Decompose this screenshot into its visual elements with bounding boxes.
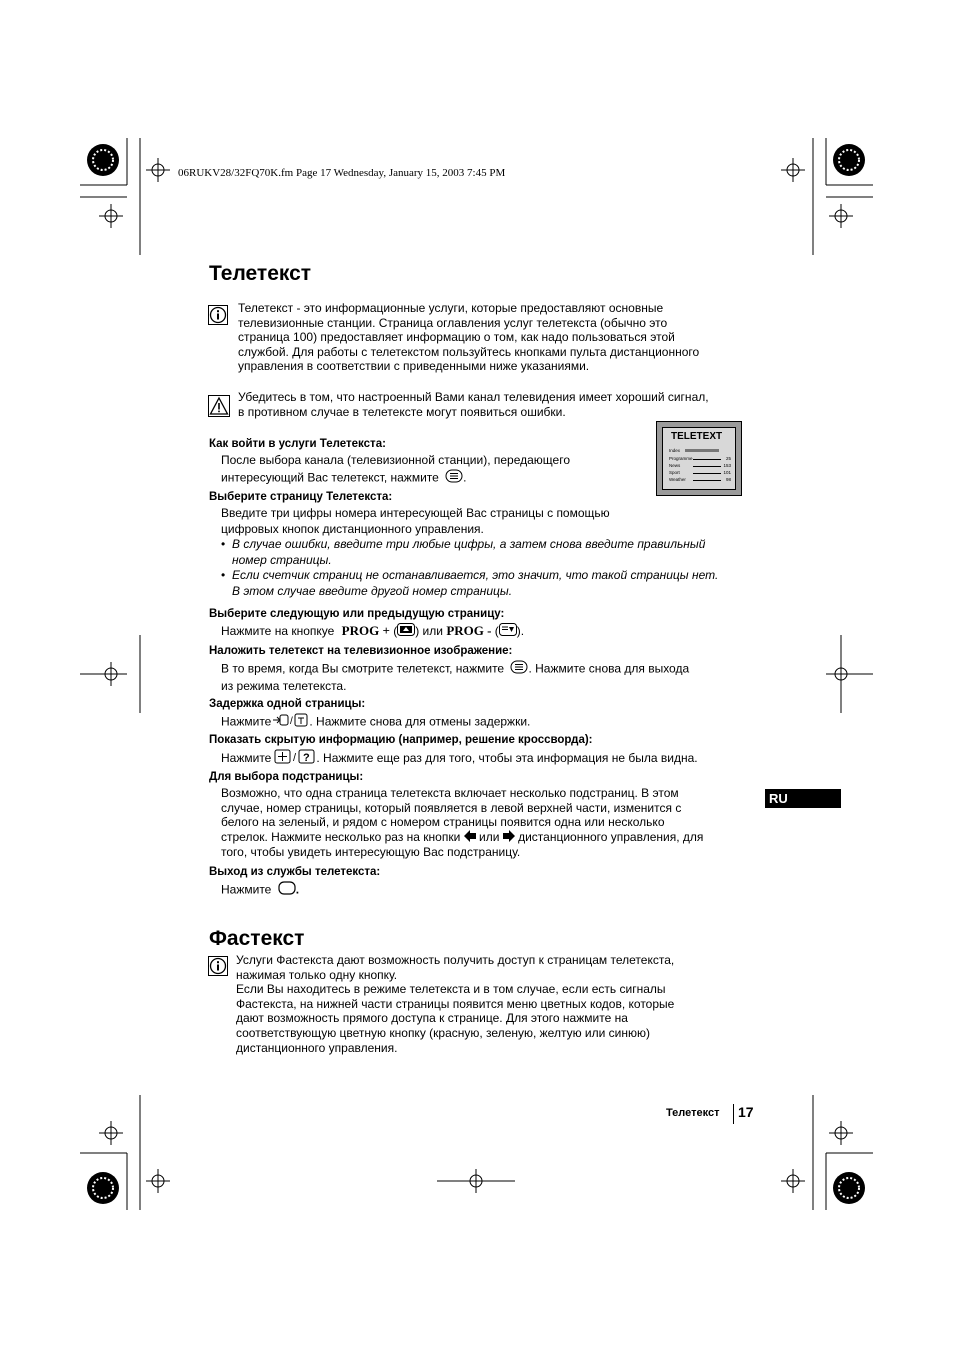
section-select-title: Выберите страницу Телетекста: — [209, 491, 393, 503]
teletext-warning-text: Убедитесь в том, что настроенный Вами канал телевидения имеет хороший сигнал, в противном случае в телетексте могут появиться ошибки. — [238, 390, 709, 419]
section-enter-body: После выбора канала (телевизионной станции), передающего интересующий Вас телетекст, нажмите . — [221, 453, 570, 487]
section-hold-body: Нажмите / . Нажмите снова для отмены задержки. — [221, 713, 530, 732]
teletext-screen-title: TELETEXT — [671, 431, 723, 442]
page-up-icon — [397, 623, 415, 641]
section-next-title: Выберите следующую или предыдущую страницу: — [209, 608, 505, 620]
section-reveal-body: Нажмите / ? . Нажмите еще раз для того, чтобы эта информация не была видна. — [221, 749, 698, 769]
section-overlay-title: Наложить телетекст на телевизионное изображение: — [209, 645, 513, 657]
section-hold-title: Задержка одной страницы: — [209, 698, 366, 710]
bullet-item: • Если счетчик страниц не останавливается, это значит, что такой страницы нет. В этом случае введите другой номер страницы. — [221, 568, 719, 598]
arrow-left-icon — [464, 830, 476, 846]
language-tab: RU — [765, 789, 841, 808]
section-overlay-body: В то время, когда Вы смотрите телетекст, нажмите . Нажмите снова для выхода из режима телетекста. — [221, 661, 690, 693]
section-next-body: Нажмите на кнопкуе PROG + ( ) или PROG - ( ). — [221, 623, 524, 641]
section-select-body: Введите три цифры номера интересующей Вас страницы с помощью цифровых кнопок дистанционного управления. • В случае ошибки, введите три любые цифры, а затем снова введите правильный номер страницы. • Если счетчик страниц не останавливается, это значит, что такой страницы нет. В этом случае введите другой номер страницы. — [221, 506, 761, 600]
fastext-title: Фастекст — [209, 927, 305, 950]
teletext-screen-row: Programme 25 — [669, 456, 731, 461]
info-icon — [208, 956, 228, 976]
teletext-button-icon — [445, 469, 463, 488]
page-down-icon — [499, 623, 517, 641]
file-header: 06RUKV28/32FQ70K.fm Page 17 Wednesday, January 15, 2003 7:45 PM — [178, 167, 506, 179]
bullet-item: • В случае ошибки, введите три любые цифры, а затем снова введите правильный номер страницы. — [221, 537, 706, 567]
section-sub-body: Возможно, что одна страница телетекста включает несколько подстраниц. В этом случае, номер страницы, который появляется в левой верхней части, изменится с белого на зеленый, и рядом с номером страницы появится одна или несколько стрелок. Нажмите несколько раз на кнопки или дистанционного управления, для того, чтобы увидеть интересующую Вас подстраницу. — [221, 786, 704, 860]
svg-text:/: / — [290, 716, 294, 727]
footer-section-name: Телетекст — [666, 1107, 720, 1119]
hold-icon — [271, 713, 309, 732]
teletext-info-text: Телетекст - это информационные услуги, которые предоставляют основные телевизионные станции. Страница оглавления услуг телетекста (обычно это страница 100) предоставляет информацию о том, как надо пользоваться этой службой. Для работы с телетекстом пользуйтесь кнопками пульта дистанционного управления в соответствии с приведенными ниже указаниями. — [238, 301, 700, 374]
teletext-screen-row: News 153 — [669, 463, 731, 468]
section-exit-title: Выход из службы телетекста: — [209, 866, 381, 878]
footer-divider — [733, 1104, 734, 1124]
reveal-icon — [274, 749, 316, 769]
teletext-screen-illustration — [656, 421, 742, 496]
warning-icon — [208, 395, 230, 417]
teletext-overlay-icon — [510, 660, 528, 679]
section-enter-title: Как войти в услуги Телетекста: — [209, 438, 386, 450]
tv-exit-icon — [278, 881, 296, 900]
arrow-right-icon — [503, 830, 515, 846]
section-sub-title: Для выбора подстраницы: — [209, 771, 364, 783]
section-reveal-title: Показать скрытую информацию (например, решение кроссворда): — [209, 734, 593, 746]
fastext-text: Услуги Фастекста дают возможность получить доступ к страницам телетекста, нажимая только одну кнопку. Если Вы находитесь в режиме телетекста и в том случае, если есть сигналы Фастекста, на нижней части страницы появится меню цветных кодов, которые дают возможность прямого доступа к странице. Для этого нажмите на соответствующую цветную кнопку (красную, зеленую, желтую или синюю) дистанционного управления. — [236, 953, 675, 1055]
page-number: 17 — [738, 1104, 754, 1120]
teletext-screen-row: Weather 98 — [669, 477, 731, 482]
teletext-screen-row: Sport 101 — [669, 470, 731, 475]
info-icon — [208, 305, 228, 325]
teletext-title: Телетекст — [209, 262, 312, 285]
svg-text:?: ? — [303, 752, 311, 764]
section-exit-body: Нажмите . — [221, 881, 299, 900]
teletext-screen-row: Index — [669, 448, 731, 453]
svg-text:/: / — [293, 752, 297, 764]
